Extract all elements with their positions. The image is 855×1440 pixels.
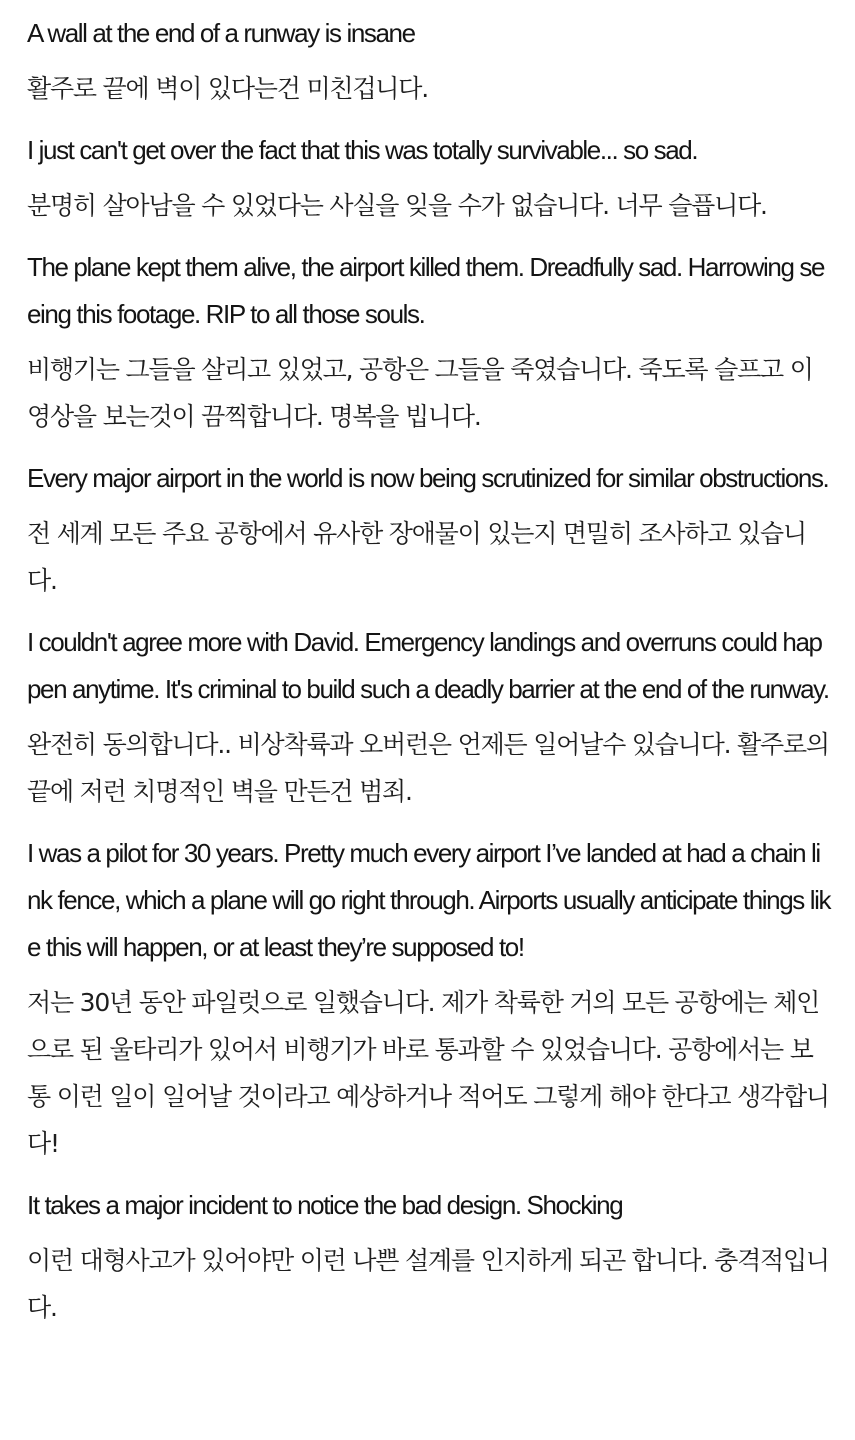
comment-item (27, 244, 832, 440)
comment-item (27, 455, 832, 604)
comment-english-text: A wall at the end of a runway is insane (27, 18, 415, 48)
comment-korean-translation: 비행기는 그들을 살리고 있었고, 공항은 그들을 죽였습니다. 죽도록 슬프고 이 영상을 보는것이 끔찍합니다. 명복을 빕니다. (27, 355, 813, 431)
comment-english-text: It takes a major incident to notice the bad design. Shocking (27, 1190, 623, 1220)
comment-english-text: The plane kept them alive, the airport killed them. Dreadfully sad. Harrowing seeing this footage. RIP to all those souls. (27, 252, 824, 329)
comment-item (27, 127, 832, 229)
comment-item (27, 1182, 832, 1331)
comment-korean-translation: 전 세계 모든 주요 공항에서 유사한 장애물이 있는지 면밀히 조사하고 있습니다. (27, 519, 806, 595)
comment-item (27, 830, 832, 1167)
comment-korean-translation: 활주로 끝에 벽이 있다는건 미친겁니다. (27, 74, 428, 103)
comment-korean-translation: 완전히 동의합니다.. 비상착륙과 오버런은 언제든 일어날수 있습니다. 활주로의 끝에 저런 치명적인 벽을 만든건 범죄. (27, 730, 829, 806)
comment-korean-translation: 분명히 살아남을 수 있었다는 사실을 잊을 수가 없습니다. 너무 슬픕니다. (27, 191, 767, 220)
comment-english-text: Every major airport in the world is now being scrutinized for similar obstructions. (27, 463, 829, 493)
comment-english-text: I couldn't agree more with David. Emergency landings and overruns could happen anytime. It's criminal to build such a deadly barrier at the end of the runway. (27, 627, 829, 704)
comment-item (27, 619, 832, 815)
comment-english-text: I was a pilot for 30 years. Pretty much every airport I’ve landed at had a chain link fence, which a plane will go right through. Airports usually anticipate things like this will happen, or at least they’re supposed to! (27, 838, 831, 962)
comment-item (27, 10, 832, 112)
comment-korean-translation: 이런 대형사고가 있어야만 이런 나쁜 설계를 인지하게 되곤 합니다. 충격적입니다. (27, 1246, 829, 1322)
comment-korean-translation: 저는 30년 동안 파일럿으로 일했습니다. 제가 착륙한 거의 모든 공항에는 체인으로 된 울타리가 있어서 비행기가 바로 통과할 수 있었습니다. 공항에서는 보통 이런 일이 일어날 것이라고 예상하거나 적어도 그렇게 해야 한다고 생각합니다! (27, 988, 829, 1158)
comment-list (27, 10, 832, 1331)
comment-english-text: I just can't get over the fact that this was totally survivable... so sad. (27, 135, 698, 165)
